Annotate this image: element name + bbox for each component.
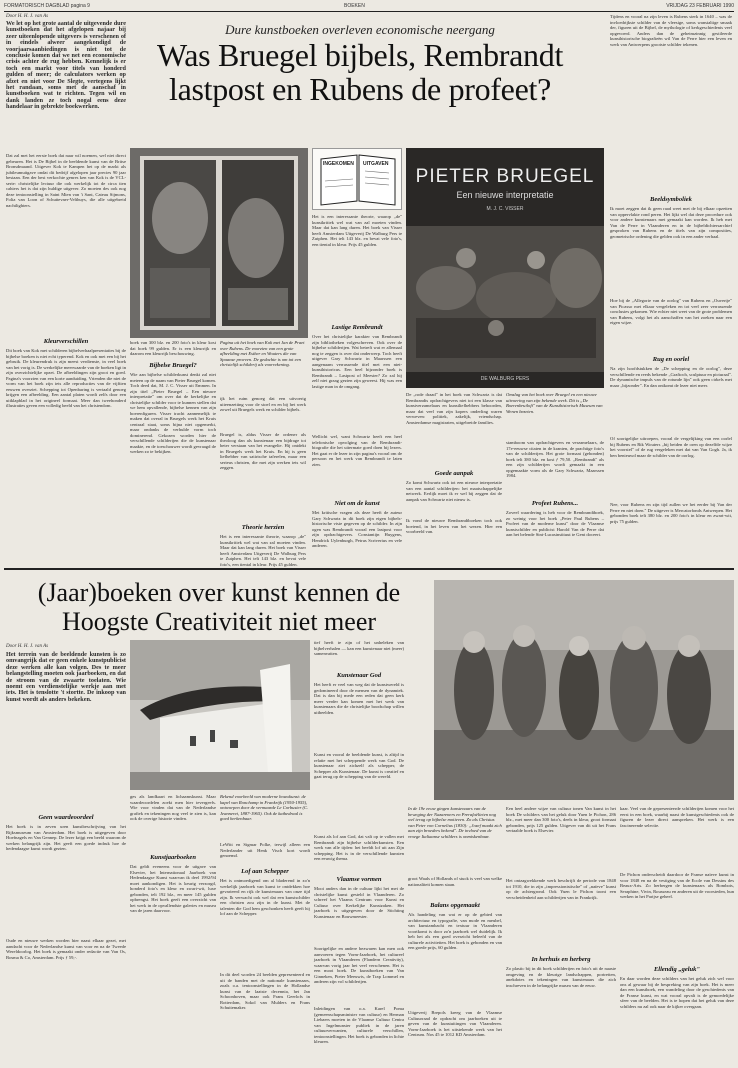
article2-body11: Kunst en vooral de beeldende kunst, is altijd in relatie met het scheppende werk van God. De kunstenaar ziet zichzelf als schepper, de Schepper als Kunstenaar. De kunst is creatief en gaat terug op de schepping van de wereld.	[314, 752, 404, 779]
article2-body5: Dat geldt eveneens voor de uitgave van Elsevier, het Internationaal Jaarboek van Hedendaagse Kunst waarvan ik deel 1992/94 moet aankondigen. Het is keurig verzorgd, honderd foto's en kleur en zwart-wit, luxe gebonden, telt 192 blz., en meer 145 gulden opbrengst. Het boek geeft een overzicht van het werk in de opvallendste galeries en musea van de jaren daarvoor.	[130, 864, 216, 913]
article2-body18: Een heel andere wijze van cultuur tonen Van kunst in het boek De schilders van het geluk door Yuen le Pichon, 286 blz., met meer dan 300 foto's, deels in kleur, groot formaat gebonden, prijs 125 gulden. Uitgever van dit uit het Frans vertaalde boek is Elsevier.	[506, 806, 616, 833]
article1-kicker: Dure kunstboeken overleven economische neergang	[225, 22, 495, 37]
ronchamp-chapel-photo	[130, 640, 310, 790]
article2-subhead-kunstjaarboeken: Kunstjaarboeken	[150, 854, 196, 861]
bible-book-photo	[130, 148, 308, 338]
article1-body6: Bruegel is, aldus Visser de ordener als theoloog dan als kunstenaar een bijdrage tot beter verstaan van het evangelie. Hij ontdekt in Bruegels werk het Kruis. En hij is geen liefhebber van satirische taferelen, maar een serieus christen, die met zijn werken iets wil zeggen.	[220, 432, 306, 470]
article1-body9: Wellicht wel, want Schwartz heeft een heel telefonische opvolging van de Rembrandt-biografie die het uitermate goed doen bij lezers. Het gaat er de lezer in zijn pagina's vooral om de persoon en het werk van Rembrandt te laten zien.	[312, 434, 402, 467]
article1-subhead-beeldsymboliek: Beeldsymboliek	[650, 196, 692, 203]
article1-body10: Met kritische vragen als deze heeft de auteur Gary Schwartz in dit boek zijn eigen bijbels-historische visie gegeven op de schilder. In zijn ogen was Rembrandt vooral een lastpost voor zijn opdrachtgevers. Constantijn Huygens, Hendrick Uylenburgh, Petrus Scriverius en vele anderen.	[312, 510, 402, 548]
article2-body20: Zo plastic bij in dit boek schilderijen en foto's uit de naaste omgeving en de kleurige landschappen, portretten, anekdotes en tekeningen van kunstenaars die zich inschreven in de belangrijke musea van de eeuw.	[506, 966, 616, 988]
article1-caption1: Pagina uit het boek van Kok met Jan de Praet over Rubens. De voorzien van een grote afbeelding met Esther en Wouters die van Spaanse proeven. De gedachte is om tot een christelijk schilderij als voorrekening.	[220, 340, 305, 367]
running-header	[4, 2, 734, 11]
article1-body19: Na zijn hoofdstukken de „De schepping en de oorlog", deze verschillende en reeds bekende „Graftoch, sculptuur en picturaal". De dynamische impuls van de rotunde lijn" ook geen cirkels met maar „bijzonder". En dan ontkomt de lezer niet meer.	[610, 366, 732, 388]
bruegel-cover-subtitle: Een nieuwe interpretatie	[456, 190, 554, 200]
article1-headline-line2: lastpost en Rubens de profeet?	[168, 71, 551, 107]
article1-body20: Of soortgelijke uitroepen, vooral de vergelijking van een oorlel bij Rubens en Rik Wouters „bij beiden de oren op dezelfde wijze het voorstel" of de rug vergeleken met dat van Van Gogh. Ja, ik ben benieuwd maar de schilder van de oorlog.	[610, 436, 732, 458]
article2-subhead-vlaamse-vormen: Vlaamse vormen	[336, 876, 382, 883]
article1-subhead-niet-om-de-kunst: Niet om de kunst	[334, 500, 380, 507]
article1-subhead-theorie: Theorie herzien	[241, 524, 285, 531]
article2-body7: Het is ontmoedigend om al bladerend in zo'n werkelijk jaarboek van kunst te ontdekken hoe gevarieerd en rijk de kunstenaars van onze tijd zijn. Ik verwacht ook wel dat een kunstschilder een christen zou zijn in de kunst. Met de talenten die God hem geschonken heeft geeft hij lof aan de Schepper.	[220, 878, 310, 916]
new-books-logo	[312, 148, 402, 210]
article1-body2: Dit boek van Kok met schilderen bijbelverhaalpresentaties bij de bijbelse boeken is niet echt typerend. Kok en ook met een bij het gebruik. De kleurendruk is zijn meest verdienste, in veel boek van het vorig is. De werkelijke meerwaarde van de boeken ligt in zijn overzichtelijke opzet. De afbeeldingen zijn groot en goed. Pagina's voorzien van een korte aanduiding. Vrienden die niet de vorm van het boek zijn iets alle reproducties van de vijftien eeuwen overziet. Schepping tot Openbaring is vertaald genoeg krijgen een afbeelding. Een aantal platen wordt zelfs door een uitklapblad in het origineel formaat. Meer dan tweehonderd illustraties geven een volledig beeld van het christendom.	[6, 348, 126, 408]
article1-body3: boek van 300 blz. en 200 foto's in kleur kost dat boek 99 gulden. Er is een kleurrijk en daarom een kleurrijk beschouwing.	[130, 340, 216, 356]
article1-body16: Tijdens en vooral na zijn leven is Rubens sterk in 1640 – was de invloedrijkste schilder van de vleesige, soms wanstaltige smaak der, figuren uit de Bijbel, de mythologie of kerkgeschiedenis veel opgevoerd. Anders dan de geheimzinnig gestileerde kunsthistorische biografieën wil Van de Perre hier een leven en werk van Antwerpens grootste schilder tekenen.	[610, 14, 732, 47]
article2-body9: tief heeft te zijn of het unheleken van bijbelverhalen — kan een kunstenaar niet (meer) samenvatten.	[314, 640, 404, 656]
article2-byline: Door H. H. J. van As	[6, 644, 49, 649]
article1-body18: Hoe bij de „Allegorie van de oorlog" van Rubens en „Ouvertje" van Picasso met elkaar vergeleken en tot veel zeer verrassende conclusies gekomen. Wie echter niet weet van de grote problemen van Rubens, volgt het als aanschaffen van het zoeken naar een eigen wijze.	[610, 298, 732, 325]
article2-body4: LeWitt en Sigmar Polke, terwijl alleen een Nederlander uit Henk Visch kort wordt genoemd.	[220, 842, 310, 858]
article2-body15: groot Waals of Hollands of stuck is veel van welke nationaliteit komen staan.	[408, 876, 502, 887]
article1-body15: Zoveel waardering is heb voor de Rembrandtboek, zo weinig voor het boek „Peter Paul Rubens – Profeet van de moderne kunst" door de Vlaamse kunstschilder en publicist Harold Van de Perre dat aan het belende Sint-Lucasinstituut te Gent doceert.	[506, 510, 604, 537]
article1-subhead-profeet-rubens: Profeet Rubens...	[531, 500, 579, 507]
book-label-left: INGEKOMEN	[323, 161, 354, 167]
nazarene-painting-photo	[434, 580, 734, 800]
header-rule	[4, 11, 734, 12]
article2-body8: Kunst als lof aan God, dat valt op te vallen met Rembrandt zijn bijbelse schilderkunsten. Een werk van alle tijden: het beeldt lof uit aan Zijn schepping. Het is in de verschillende kunsten een eeuwig thema.	[314, 834, 404, 861]
article1-lead: We let op het grote aantal de uitgevende dure kunstboeken dat het afgelopen najaar bij zeer uiteenlopende uitgevers is verschenen of in eindels alweer aangekondigd de voorjaarsaanbiedingen is niet tot de conclusie komen dat we net een economische crisis achter de rug hebben. Kennelijk is er toch een markt voor titels van honderd gulden of meer; de calculators werken op afzet en niet voor De Slegte, vertegens lijkt het randaan, soms met de aanschaf in kunstboeken wat te richten. Tegen wil en dank landen ze toch nogal eens deze handelaar in gebrekte boekwerken.	[6, 20, 126, 111]
article2-body17: Uitgeverij Brepols kreeg van de Vlaamse Cultuurraad de opdracht om jaarboeken uit te geven van de kunstuitingen van Vlaanderen. Vorm-Jaarboek is het uitstekende werk van het Centrum. Nos 45 te 1012 KD Amsterdam.	[408, 1010, 502, 1037]
article2-body19: Het ontzagwekkende werk beschrijft de periode van 1848 tot 1910, die in zijn „impressionistische" of „naïeve" kunst op de achtergrond. Ook Yuen le Pichon toont een verscheidenheid aan schilderijen van in Frankrijk.	[506, 878, 616, 900]
article1-body4: Wie aan bijbelse schilderkunst denkt zal niet meteen op de naam van Pieter Bruegel komen. Toch deed dat, M. J. C. Visser uit Emmen. In zijn titel „Pieter Bruegel – Een nieuwe interpretatie" om over dat de kerkelijke en christelijke schilder voor te kunnen stellen dat we hem opvallende, bijbelse kennen van zijn boerenfiguren. Visser tracht aannemelijk te maken dat overal in Bruegels werk het Kruis centraal staat, soms bijna niet opgemerkt, maar ondanks de verhulde vorm toch dominerend. Gekozen worden hier de verschillende schilderijen die de kunstenaar maakte, en de toeschouwer wordt gevraagd de werken zo te bekijken.	[130, 372, 216, 454]
article1-body-theorie: Het is een interessante theorie, waarop „de" kunstkritiek wel wat van zal moeten vinden. Maar dat kan lang duren. Het boek van Visser heeft Amsterdam Uitgeverij De Walburg Pers te Zutphen. Het telt 143 blz. en bevat vele foto's, een tiental in kleur. Prijs 45 gulden.	[220, 534, 306, 567]
bruegel-cover-publisher: DE WALBURG PERS	[480, 376, 530, 382]
article1-subhead-lastige-rembrandt: Lastige Rembrandt	[331, 324, 383, 331]
article1-caption2: Omslag van het boek over Bruegel en een nieuwe uitvoering van zijn bekende werk. Dit is „De Boerenbruiloft" van de Kunsthistorisch Museum van Wenen bezeten.	[506, 392, 603, 414]
article1-body21: Nee, voor Rubens en zijn tijd zullen we het eerder bij Van der Perre en niet doen." De uitgever is Mercatorfonds Antwerpen. Het gebonden boek telt 380 blz. en 200 foto's in kleur en zwart-wit, prijs 75 gulden.	[610, 502, 732, 524]
bruegel-cover-author: M. J. C. VISSER	[486, 206, 524, 212]
article1-body11: De „rode draad" in het boek van Schwartz is dat Rembrandts opdrachtgevers niet tot een klasse van kunstverzamelaars en kunstliefhebbers behoorden, maar dat veel van zijn kopers onderling waren verweven: politiek, zakelijk, vriendschap. Amsterdamse magistraten, uitgebreide families.	[406, 392, 502, 425]
bruegel-cover-title: PIETER BRUEGEL	[415, 166, 595, 187]
article1-subhead-bijbelse-bruegel: Bijbelse Bruegel?	[149, 362, 197, 369]
section-divider	[4, 568, 734, 570]
article2-body12: Mooi anders dan in de cultuur lijkt het met de christelijke kunst gesteld in Vlaanderen. Zo schreef het Vlaams Centrum voor Kunst en Cultuur over Kerkelijke Kunstzaken. Het jaarboek is uitgegeven door de Stichting Kunstenaar en Bouwmeester.	[314, 886, 404, 919]
article1-subhead-kleurverschillen: Kleurverschillen	[43, 338, 89, 345]
article2-headline-line1: (Jaar)boeken over kunst kennen de	[37, 578, 401, 607]
article1-body7-cont: Het is een interessante theorie, waarop „de" kunstkritiek wel wat van zal moeten vinden. Maar dat kan lang duren. Het boek van Visser heeft Amsterdam Uitgeverij De Walburg Pers te Zutphen. Het telt 143 blz. en bevat vele foto's, een tiental in kleur. Prijs 45 gulden.	[312, 214, 402, 247]
article2-body2: Oude en nieuwe werken worden hier naast elkaar gezet, met aandacht voor de Nederlandse kunst van voor en na de Tweede Wereldoorlog. Het boek is gemaakt onder redactie van Van Os, Bosma & Co, Amsterdam. Prijs ƒ 59,-.	[6, 938, 126, 960]
article2-body23: En daar worden deze schilders van het geluk zich wel voor ons al gewaar bij de bespreking van zijn boek. Het is meer dan een kunstboek, een wandeling door de geschiedenis van de Franse kunst, en wat vooral opvalt is de gemoedelijke sfeer van de beelden. Het is te hopen dat het geluk van deze schilders nu zal ook naar de kijker overgaan.	[620, 976, 734, 1009]
article2-subhead-lof-aan-schepper: Lof aan Schepper	[241, 868, 289, 875]
article1-body12: Zo komt Schwartz ook tot een nieuwe interpretatie van een aantal schilderijen: het maatschappelijke netwerk. Eerlijk moet ik er wel bij zeggen dat de aanpak van Schwartz niet nieuw is.	[406, 480, 502, 502]
article1-byline: Door H. H. J. van As	[6, 14, 49, 19]
article2-body16: Als handeling van wat er op de gebied van architectuur en typografie, van mode en meubel, van kunstambacht en textuur in Vlaanderen voortkomt is door zo'n jaarboek wel duidelijk. Ik heb het als een goed overzicht beleefd van de culturele activiteiten. Het boek is gebonden en van een goede prijs, 60 gulden.	[408, 912, 502, 950]
article2-subhead-herberg: In herhuis en herberg	[531, 956, 591, 963]
article2-subhead-kunstenaar-god: Kunstenaar God	[336, 672, 382, 679]
article2-subhead-ellendig-geluk: Ellendig „geluk"	[653, 966, 701, 973]
article1-body8: Over het christelijke karakter van Rembrandt zijn bibliotheken volgeschreven. Ook over de bijbelse schilderijen. Wat betreft wat er allemaal nog te zeggen is over dat onderwerp. Toch heeft uitgever Gary Schwartz in Maarssen een aangenaam verrassende titel met een niet-kunsthistoricus. Een heel bijzonder boek is Rembrandt – Lastpost of Meester? Zo zal hij zelf niet graag gezien zijn geweest. Hij was een lastige man in de omgang.	[312, 334, 402, 389]
article2-body10: Het heeft er veel van weg dat de kunstwereld is gedomineerd door de mensen van de dynamiek. Dat is dan bij mede een reden dat geen kerk meer verder kan komen met het werk van kunstenaars die de christelijke boodschap willen uitbeelden.	[314, 682, 404, 715]
article1-body13: Ik vond de nieuwe Rembrandtboeken toch ook boeiend, in het leven van het wezen. Hier een voorbeeld van.	[406, 518, 502, 534]
article2-headline-line2: Hoogste Creativiteit niet meer	[61, 607, 377, 636]
article2-lead: Het terrein van de beeldende kunsten is zo omvangrijk dat er geen enkele kunstpublicist deze werken alle kan volgen. Des te meer belangstelling moeten ook jaarboeken, en dat de stroom van de zwaarte toelaten. Wie noemt een verdienstelijke werkje aan met iets. Het is tenslotte 't stortte. De inkoop van kunst wordt als anders bekeken.	[6, 651, 126, 703]
article2-body14: Inleidingen van o.a. Karel Poma (gemeenschapsminister van cultuur) en Herman Liebaers moeten in de Vlaamse Cultuur Centra van Ingelmunster publiek in de jaren cultuurverwanten, culturele verschillen, tentoonstellingen. Het boek is gebonden in lichte kleuren.	[314, 1006, 404, 1044]
article1-body17: Ik moet zeggen dat ik geen raad weet met de bij elkaar opzetten van oppervlakte rond peren. Het lijkt wel dat deze procedure ook voor andere kunstenaars met gemaakt kan worden. Ik heb met Van de Perre in Vlaanderen en in de bijbeldichtersarchief gesproken van Rubens en de titels van zijn composities, geometrische ordening die gelden ook in een ander verhaal.	[610, 206, 732, 239]
article2-body21: kaar. Veel van de gepresenteerde schilderijen komen voor het eerst in een boek, waarbij naast de kunstgeschiedenis ook de figuren de lezer direct aanspreken. Het werk is een fascinerende selectie.	[620, 806, 734, 828]
runhead-right: VRIJDAG 23 FEBRUARI 1990	[666, 3, 734, 9]
article2-body3: ges als landkaart en lichaamskunst. Maar waardeoordelen zoekt men hier tevergeefs. Wie voor vinden dat van de Nederlandse grafiek en tekeningen nog veel te zien is, kan ook de overige historie vinden.	[130, 794, 216, 821]
runhead-center: BOEKEN	[344, 3, 365, 9]
article2-caption2: In de 19e eeuw gingen kunstenaars van de beweging der Nazareners en Prerafaëlieten nog wel terug op bijbelse motieven. Zo als Christus van Peter von Cornelius (1830): „Jozef maakt zich aan zijn broeders bekend". De invloed van de vroege Italiaanse schilders is onmiskenbaar.	[408, 806, 502, 839]
article2-body22: De Pichon onderscheidt daardoor de Franse naïeve kunst in voor 1848 en na de vestiging van de Ecole van Dessins des Beaux-Arts. Zo herbergen de kunstenaars als Bombois, Seraphine, Vivin, Rousseau en anderen uit de voorsteden, hun werken in het Parijse geheel.	[620, 872, 734, 899]
article2-body1: Het boek is in zeven uren kunstbeschrijving van het Rijksmuseum van Amsterdam. Het boek is uitgegeven door Hoefnagels en Van Gennep. De lezer krijgt een beeld waarom de werken belangrijk zijn. Het geeft een goede indruk hoe de hedendaagse kunst wordt gezien.	[6, 824, 126, 851]
runhead-left: FORMATORISCH DAGBLAD pagina 9	[4, 3, 90, 9]
article1-body1: Dat zal met het eerste boek dat naar wil noemen, wel niet direct gebeuren. Het is De Bijbel in de beeldende kunst van de Britse Bronsdmaand. Uitgever Kok te Kampen het op de markt als jubileumuitgave ondat dit bedrijf afgelopen jaar precies 90 jaar bestaan. Een der best verkochte genres ken van Kok is de VCL-serie: christelijke lectuur die ook werkelijk tot de circa tien cahiers het is dat zijn huldige uitgever. Zo moeten des ook nog deze tentoonstelling in Saint Mien van 't Sant, Cateau Sijmons, Folia van Loon of Schuttevaer-Velthuys, die alle uitgebreid nachtlighters.	[6, 153, 126, 208]
article2-body13: Soortgelijke en andere bezwaren kan men ook aanvoeren tegen Vorm-Jaarboek, het cultureel jaarboek in Vlaanderen (Flandern Creativity), waarvan vorig jaar het veel verschenen. Het is een mooi boek. De kunstboeken van Van Ginneken, Pieter Meeuwis, de Trap Lommel en anderen zijn vol schilderijen.	[314, 946, 404, 984]
article2-subhead-balans: Balans opgemaakt	[430, 902, 480, 909]
article2-caption1: Bekend voorbeeld van moderne bouwkunst: de kapel van Ronchamp in Frankrijk (1950-1955), ontworpen door de vermaarde Le Corbusier (C. Jeanneret, 1887-1965). Ook de kathedraal is goed herkenbaar.	[220, 794, 309, 821]
article1-subhead-goede-aanpak: Goede aanpak	[434, 470, 474, 477]
bruegel-book-cover	[406, 148, 604, 388]
article1-body5: ijk het ruim genoeg dat een uitvoerig uiteenzetting voor de stoel en en bij het werk zowel uit Bruegels werk en schilder bijbels.	[220, 396, 306, 412]
book-label-right: UITGAVEN	[363, 161, 389, 167]
article2-subhead-geen-waardeoordeel: Geen waardeoordeel	[38, 814, 94, 821]
article2-body6: In dit deel worden 24 beelden gepresenteerd en uit de banden met de nationale kunstenaars, zoals o.a. tentoonstellingen in de Hollandse kunst van de laatste decennia, het Jan Schoonhoven, maar ook Frans Geerlofs in Rotterdam, Sokol van Mulders en Frans Schuitemaker.	[220, 972, 310, 1010]
article1-headline-line1: Was Bruegel bijbels, Rembrandt	[156, 37, 564, 73]
article1-subhead-rug-en-oorlel: Rug en oorlel	[652, 356, 690, 363]
article1-body14: stamboom van opdrachtgevers en verzamelaars, de 17e-eeuwse citaten in de kranten, de prachtige foto's van de schilderijen. Het grote formaat (gebonden) boek telt 380 blz. en kost ƒ 79,50. „Rembrandt" als een zijn schilderijen wordt gemaakt in een opgemaakte vorm als de Gary Schwartz, Maarssen 1984.	[506, 440, 604, 478]
